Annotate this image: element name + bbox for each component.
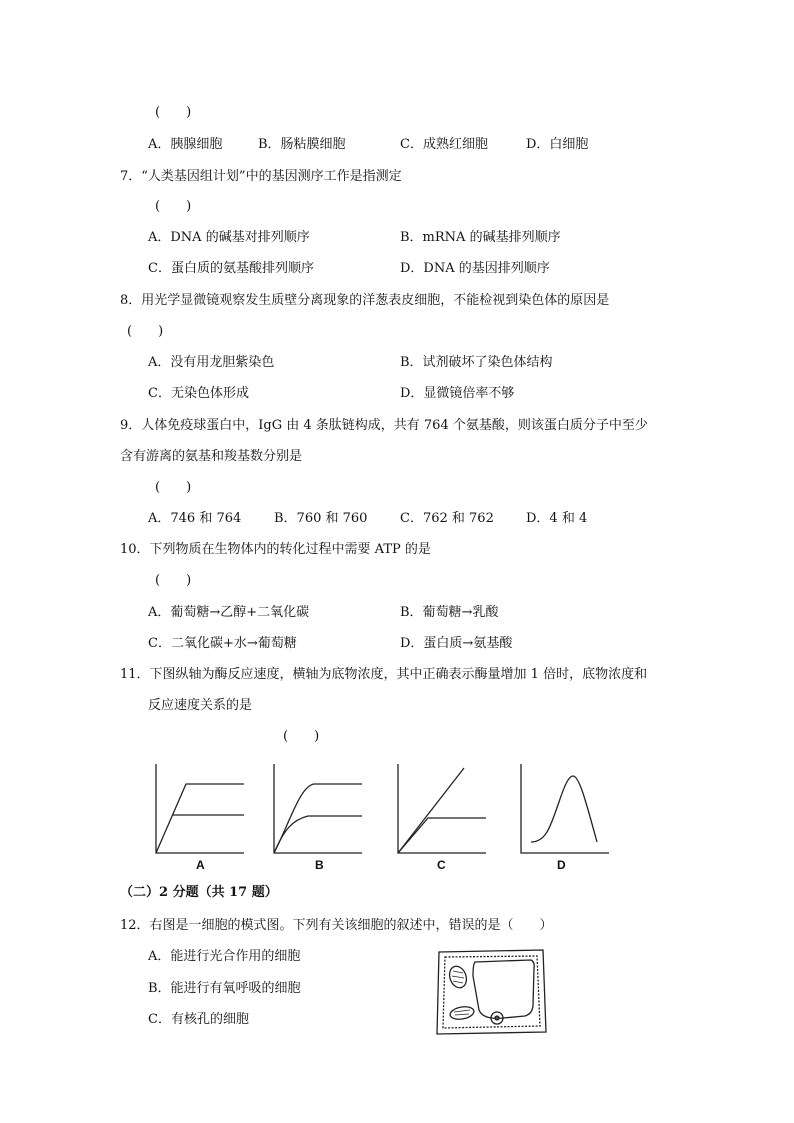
q10-stem: 10．下列物质在生物体内的转化过程中需要 ATP 的是 <box>120 542 431 557</box>
q9-option-d: D．4 和 4 <box>526 511 588 526</box>
graph-a-label: A <box>196 858 205 872</box>
graph-d-label: D <box>557 858 566 872</box>
q7-stem: 7．“人类基因组计划”中的基因测序工作是指测定 <box>120 169 402 184</box>
q11-answer-paren: ( ) <box>283 729 320 744</box>
q9-answer-paren: ( ) <box>155 480 192 495</box>
nucleolus <box>495 1016 499 1020</box>
q8-option-b: B．试剂破坏了染色体结构 <box>400 355 553 370</box>
graph-a-axes <box>156 764 244 853</box>
graph-b <box>270 762 365 858</box>
q9-option-c: C．762 和 762 <box>400 511 494 526</box>
q12-option-b: B．能进行有氧呼吸的细胞 <box>148 981 301 996</box>
q9-option-b: B．760 和 760 <box>274 511 368 526</box>
q10-option-a: A．葡萄糖→乙醇+二氧化碳 <box>148 605 310 620</box>
q9-option-a: A．746 和 764 <box>148 511 242 526</box>
graph-a-curve-high <box>156 784 244 853</box>
graph-b-label: B <box>315 858 324 872</box>
plant-cell-diagram <box>433 948 549 1036</box>
graph-d-bell-curve <box>531 776 597 842</box>
graph-c <box>394 762 489 858</box>
q6-option-b: B．肠粘膜细胞 <box>258 137 346 152</box>
q8-option-c: C．无染色体形成 <box>148 386 249 401</box>
q6-option-d: D．白细胞 <box>526 137 589 152</box>
q7-option-b: B．mRNA 的碱基排列顺序 <box>400 230 561 245</box>
q9-stem-line2: 含有游离的氨基和羧基数分别是 <box>120 449 303 464</box>
graph-a <box>152 762 247 858</box>
graph-c-line-rising <box>398 768 464 853</box>
q10-answer-paren: ( ) <box>155 573 192 588</box>
chloroplast-upper-grana <box>452 971 464 983</box>
chloroplast-lower <box>449 1005 475 1021</box>
graph-d <box>517 762 612 858</box>
q10-option-b: B．葡萄糖→乳酸 <box>400 605 499 620</box>
q11-stem-line1: 11．下图纵轴为酶反应速度，横轴为底物浓度，其中正确表示酶量增加 1 倍时，底物浓度和 <box>120 667 648 682</box>
q7-option-d: D．DNA 的基因排列顺序 <box>400 261 550 276</box>
q10-option-d: D．蛋白质→氨基酸 <box>400 636 513 651</box>
q6-option-a: A．胰腺细胞 <box>148 137 223 152</box>
graph-b-axes <box>274 764 362 853</box>
q6-answer-paren: ( ) <box>155 105 192 120</box>
q10-option-c: C．二氧化碳+水→葡萄糖 <box>148 636 297 651</box>
graph-b-curve-low <box>274 816 362 853</box>
q8-option-a: A．没有用龙胆紫染色 <box>148 355 275 370</box>
q7-option-c: C．蛋白质的氨基酸排列顺序 <box>148 261 314 276</box>
q7-answer-paren: ( ) <box>155 199 192 214</box>
q11-stem-line2: 反应速度关系的是 <box>148 698 253 713</box>
chloroplast-lower-grana <box>454 1010 470 1015</box>
q9-stem-line1: 9．人体免疫球蛋白中，IgG 由 4 条肽链构成，共有 764 个氨基酸，则该蛋白质分子中至少 <box>120 418 648 433</box>
q8-stem: 8．用光学显微镜观察发生质壁分离现象的洋葱表皮细胞，不能检视到染色体的原因是 <box>120 293 610 308</box>
vacuole <box>473 960 534 1018</box>
graph-c-axes <box>398 764 486 853</box>
q6-option-c: C．成熟红细胞 <box>400 137 488 152</box>
graph-c-label: C <box>437 858 446 872</box>
q8-option-d: D．显微镜倍率不够 <box>400 386 515 401</box>
q12-option-a: A．能进行光合作用的细胞 <box>148 949 301 964</box>
q12-stem: 12．右图是一细胞的模式图。下列有关该细胞的叙述中，错误的是（ ） <box>120 918 553 933</box>
q7-option-a: A．DNA 的碱基对排列顺序 <box>148 230 310 245</box>
q8-answer-paren: ( ) <box>127 324 164 339</box>
graph-b-curve-high <box>274 784 362 853</box>
q12-option-c: C．有核孔的细胞 <box>148 1012 249 1027</box>
section-heading: （二）2 分题（共 17 题） <box>120 885 278 900</box>
